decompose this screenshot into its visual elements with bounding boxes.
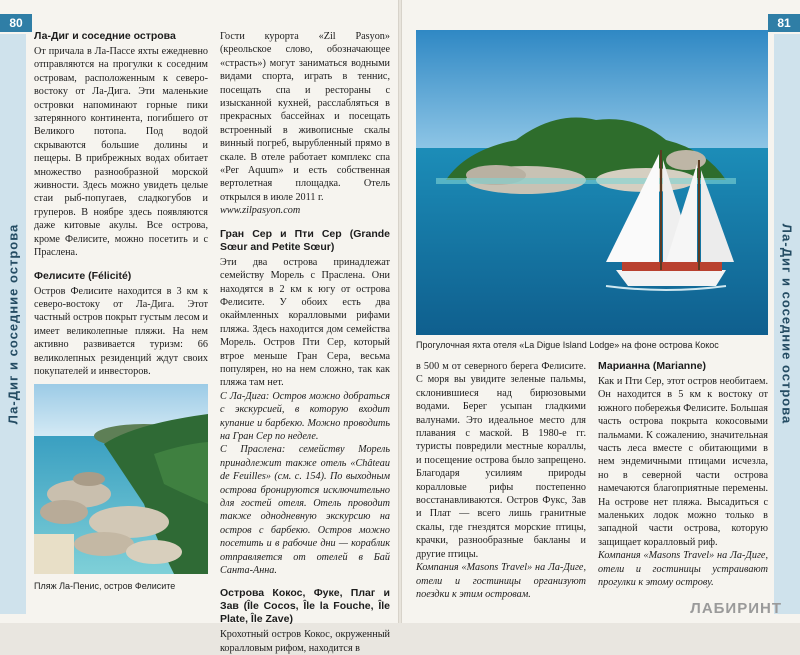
paragraph-italic: С Праслена: семейству Морель принадлежит также отель «Château de Feuilles» (см. с. 154). По выходным острова бронируются исключительно для гостей отеля. Отель проводит также однодневную экскурсию на остров с барбекю. Остров можно посетить и в рабочие дни — кораблик отправляется от отелей в Бай Санта-Анна. xyxy=(220,444,390,577)
beach-illustration xyxy=(34,384,208,574)
website-link[interactable]: www.zilpasyon.com xyxy=(220,205,301,217)
right-column-2 xyxy=(598,360,768,590)
paragraph: Как и Пти Сер, этот остров необитаем. Он находится в 5 км к востоку от южного побережья Фелисите. Большая часть острова покрыта кокосовыми пальмами. К сожалению, значительная часть леса вместе с обитающими в нем эндемичными птицами исчезла, но в северной части острова намечаются благоприятные перемены. На острове нет пляжа. Высадиться с маленьких лодок можно только в западной части острова, которую защищает коралловый риф. xyxy=(598,376,768,548)
yacht-cocos-photo xyxy=(416,30,768,335)
paragraph: Крохотный остров Кокос, окруженный коралловым рифом, находится в xyxy=(220,629,390,654)
felicite-beach-photo xyxy=(34,384,208,574)
side-title-left: Ла-Диг и соседние острова xyxy=(5,223,21,425)
section-heading: Фелисите (Félicité) xyxy=(34,269,132,282)
side-band-right xyxy=(774,34,800,614)
paragraph-italic: Компания «Masons Travel» на Ла-Диге, отели и гостиницы устраивают прогулки к этому острову. xyxy=(598,550,768,589)
side-band-left xyxy=(0,34,26,614)
section-heading: Ла-Диг и соседние острова xyxy=(34,30,176,42)
section-heading: Острова Кокос, Фуке, Плаг и Зав (Île Cocos, Île la Fouche, Île Plate, Île Zave) xyxy=(220,587,390,626)
page-number-right: 81 xyxy=(768,14,800,32)
paragraph: в 500 м от северного берега Фелисите. С моря вы увидите зеленые пальмы, склонившиеся над бирюзовыми водами. Берег усыпан гладкими валунами. Это идеальное место для плавания с маской. В 1980-е гг. туристы повредили местные кораллы, и посещение острова было запрещено. Благодаря усилиям природы коралловые рифы постепенно восстанавливаются. Остров Фукс, Зав и Плат — всего лишь гранитные скалы, где гнездятся морские птицы, крачки, разнообразные бакланы и другие птицы. xyxy=(416,361,586,560)
right-page xyxy=(402,0,800,623)
page-number-left: 80 xyxy=(0,14,32,32)
left-column-1 xyxy=(34,30,208,378)
paragraph-italic: Компания «Masons Travel» на Ла-Диге, отели и гостиницы организуют поездки к этим островам. xyxy=(416,562,586,600)
yacht-illustration xyxy=(416,30,768,335)
paragraph-italic: С Ла-Дига: Остров можно добраться с экскурсией, в которую входит купание и барбекю. Можно проводить на Гран Сер по неделе. xyxy=(220,390,390,442)
side-title-right: Ла-Диг и соседние острова xyxy=(779,223,795,425)
paragraph: От причала в Ла-Пассе яхты ежедневно отправляются на прогулки к соседним островам, расположенным к северо-востоку от Ла-Дига. Эти маленькие островки напоминают горные пики затерянного континента, погибшего от Великого потопа. Под водой скрываются большие долины и пещеры. В прибрежных водах обитает множество разнообразной морской живности. Здесь можно увидеть целые стаи рыб-попугаев, сладкогубов и груперов. В ноябре здесь появляются даже китовые акулы. Все острова, кроме Фелисите, можно посетить и с Праслена. xyxy=(34,46,208,259)
section-heading: Гран Сер и Пти Сер (Grande Sœur and Petite Sœur) xyxy=(220,227,390,253)
felicite-photo-caption: Пляж Ла-Пенис, остров Фелисите xyxy=(34,581,176,591)
paragraph: Гости курорта «Zil Pasyon» (креольское слово, обозначающее «страсть») могут заниматься водными видами спорта, играть в теннис, посещать спа и рестораны с изысканной кухней, расслабляться в прекрасных бассейнах и посещать встроенный в живописные скалы винный погреб, вырубленный прямо в скале. В отеле работает комплекс спа «Per Aquum» и есть собственная вертолетная площадка. Отель открылся в июле 2011 г. xyxy=(220,31,390,203)
left-page xyxy=(0,0,398,654)
section-heading: Марианна (Marianne) xyxy=(598,360,706,372)
yacht-photo-caption: Прогулочная яхта отеля «La Digue Island Lodge» на фоне острова Кокос xyxy=(416,340,719,350)
watermark-stamp: ЛАБИРИНТ xyxy=(690,600,782,617)
left-column-2 xyxy=(220,30,390,655)
paragraph: Эти два острова принадлежат семейству Морель с Праслена. Они находятся в 2 км к югу от острова Фелисите. У обоих есть два окаймленных коралловыми рифами пляжа. Здесь находится дом семейства Морель. Остров Пти Сер, который втрое меньше Гран Сера, весьма популярен, но на нем сложно, так как пляжа там нет. xyxy=(220,256,390,389)
paragraph: Остров Фелисите находится в 3 км к северо-востоку от Ла-Дига. Этот частный остров покрыт густым лесом и имеет великолепные пляжи. На нем активно развивается туризм: 66 великолепных резиденций ждут своих покупателей и инвесторов. xyxy=(34,285,208,377)
right-column-1 xyxy=(416,360,586,601)
